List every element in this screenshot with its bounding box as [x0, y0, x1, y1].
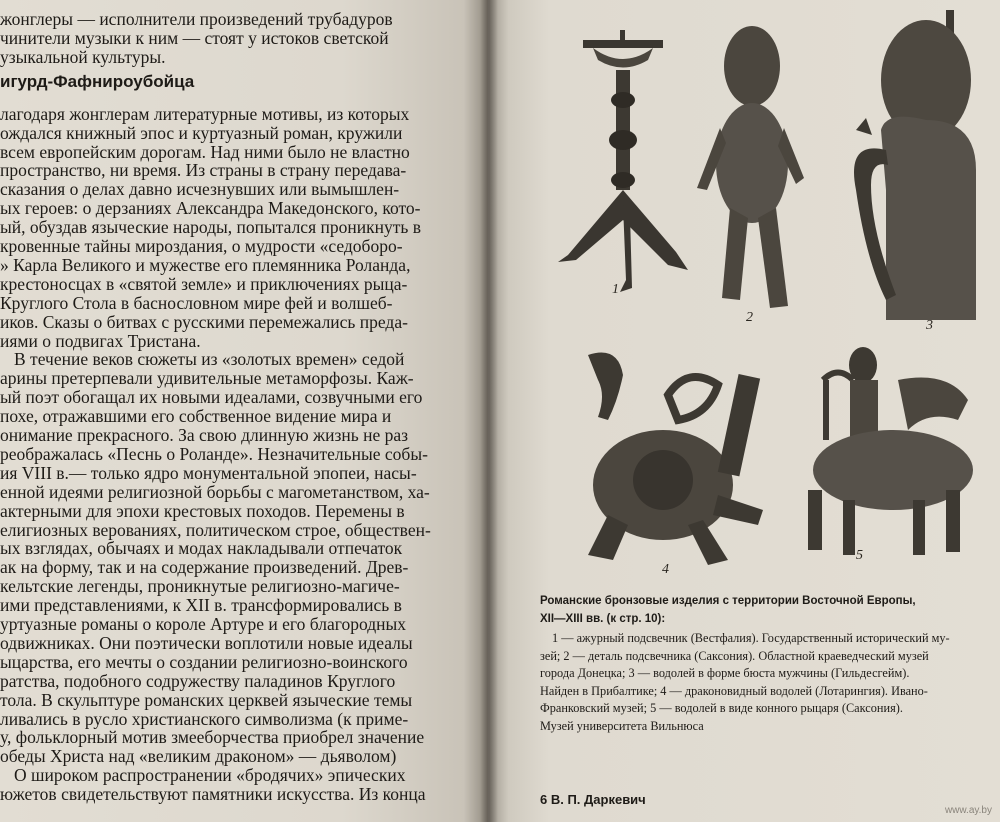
body-text-line: тола. В скульптуре романских церквей языческие темы: [0, 689, 413, 710]
figure-knight-aquamanile: [798, 340, 978, 565]
figure-dragon-aquamanile: [568, 345, 768, 570]
left-page: [0, 0, 488, 822]
body-text-line: крестоносцах в «святой земле» и приключениях рыца-: [0, 273, 408, 294]
body-text-line: елигиозных верованиях, политическом строе, обществен-: [0, 519, 431, 540]
figure-candlestick: [548, 30, 698, 300]
caption-line: 1 — ажурный подсвечник (Вестфалия). Государственный исторический му-: [552, 631, 950, 645]
page-footer: 6 В. П. Даркевич: [540, 792, 646, 807]
figure-number-4: 4: [662, 562, 669, 577]
body-text-line: арины претерпевали удивительные метаморфозы. Каж-: [0, 368, 414, 389]
body-text-line: узыкальной культуры.: [0, 46, 166, 67]
figure-number-2: 2: [746, 310, 753, 325]
body-text-line: ый поэт обогащал их новыми идеалами, созвучными его: [0, 387, 423, 408]
caption-line: города Донецка; 3 — водолей в форме бюста мужчины (Гильдесгейм).: [540, 666, 910, 681]
figure-man-statuette: [692, 18, 812, 318]
body-text-line: ак на форму, так и на содержание произведений. Древ-: [0, 557, 409, 578]
body-text-line: всем европейским дорогам. Над ними было не властно: [0, 141, 410, 162]
body-text-line: ых взглядах, обычаях и модах накладывали отпечаток: [0, 538, 403, 559]
section-heading: игурд-Фафнироубойца: [0, 71, 195, 91]
body-text-line: южетов свидетельствуют памятники искусства. Из конца: [0, 784, 426, 805]
body-text-line: ыцарства, его мечты о создании религиозно-воинского: [0, 651, 408, 672]
body-text-line: лагодаря жонглерам литературные мотивы, из которых: [0, 103, 410, 124]
caption-line: Франковский музей; 5 — водолей в виде конного рыцаря (Саксония).: [540, 701, 903, 716]
body-text-line: онимание прекрасного. За свою длинную жизнь не раз: [0, 425, 409, 445]
caption-line: Найден в Прибалтике; 4 — драконовидный водолей (Лотарингия). Ивано-: [540, 683, 928, 698]
body-text-line: О широком распространении «бродячих» эпических: [14, 765, 406, 786]
body-text-line: актерными для эпохи крестовых походов. Перемены в: [0, 500, 405, 521]
figure-number-3: 3: [926, 318, 933, 333]
caption-title-line-2: XII—XIII вв. (к стр. 10):: [540, 613, 666, 625]
watermark: www.ay.by: [944, 805, 992, 816]
body-text-line: » Карла Великого и мужестве его племянника Роланда,: [0, 254, 411, 275]
body-text-line: кровенные тайны мироздания, о мудрости «седоборо-: [0, 236, 403, 256]
body-text-line: чинители музыки к ним — стоят у истоков светской: [0, 27, 389, 48]
figure-bust-aquamanile: [826, 10, 986, 320]
figure-number-5: 5: [856, 548, 863, 563]
body-text-line: реображалась «Песнь о Роланде». Незначительные собы-: [0, 443, 428, 464]
caption-line: зей; 2 — деталь подсвечника (Саксония). Областной краеведческий музей: [540, 648, 929, 663]
body-text-line: ых героев: о дерзаниях Александра Македонского, кото-: [0, 198, 421, 219]
body-text-line: одвижниках. Они поэтически воплотили новые идеалы: [0, 632, 413, 653]
caption-title-line-1: Романские бронзовые изделия с территории Восточной Европы,: [540, 595, 916, 607]
body-text-line: ый, обуздав языческие народы, попытался проникнуть в: [0, 217, 421, 238]
body-text-line: у, фольклорный мотив змееборчества приобрел значение: [0, 727, 425, 748]
body-text-line: ождался книжный эпос и куртуазный роман, кружили: [0, 122, 403, 143]
body-text-line: кельтские легенды, проникнутые религиозно-магиче-: [0, 576, 400, 597]
body-text-line: Круглого Стола в баснословном мире фей и волшеб-: [0, 292, 393, 313]
body-text-line: уртуазные романы о короле Артуре и его благородных: [0, 614, 406, 634]
body-text-line: енной идеями религиозной борьбы с магометанством, ха-: [0, 481, 430, 502]
body-text-line: ия VIII в.— только ядро монументальной эпопеи, насы-: [0, 462, 417, 483]
body-text-line: иков. Сказы о битвах с русскими перемежались преда-: [0, 311, 408, 332]
body-text-line: ими представлениями, к XII в. трансформировались в: [0, 595, 402, 616]
body-text-line: сказания о делах давно исчезнувших или вымышлен-: [0, 179, 400, 200]
body-text-line: ливались в русло христианского символизма (к приме-: [0, 708, 409, 729]
body-text-line: ратства, подобного содружеству паладинов Круглого: [0, 670, 396, 691]
body-text-line: обеды Христа над «великим драконом» — дьяволом): [0, 746, 397, 767]
body-text-line: жонглеры — исполнители произведений трубадуров: [0, 9, 393, 29]
body-text-line: пространство, ни время. Из страны в страну передава-: [0, 160, 407, 181]
figure-caption-title: [540, 592, 980, 628]
body-text-line: похе, отражавшими его собственное видение мира и: [0, 406, 392, 427]
figure-number-1: 1: [612, 282, 619, 297]
body-text-line: иями о подвигах Тристана.: [0, 330, 201, 351]
caption-line: Музей университета Вильнюса: [540, 719, 704, 733]
body-text-line: В течение веков сюжеты из «золотых времен» седой: [14, 349, 405, 370]
